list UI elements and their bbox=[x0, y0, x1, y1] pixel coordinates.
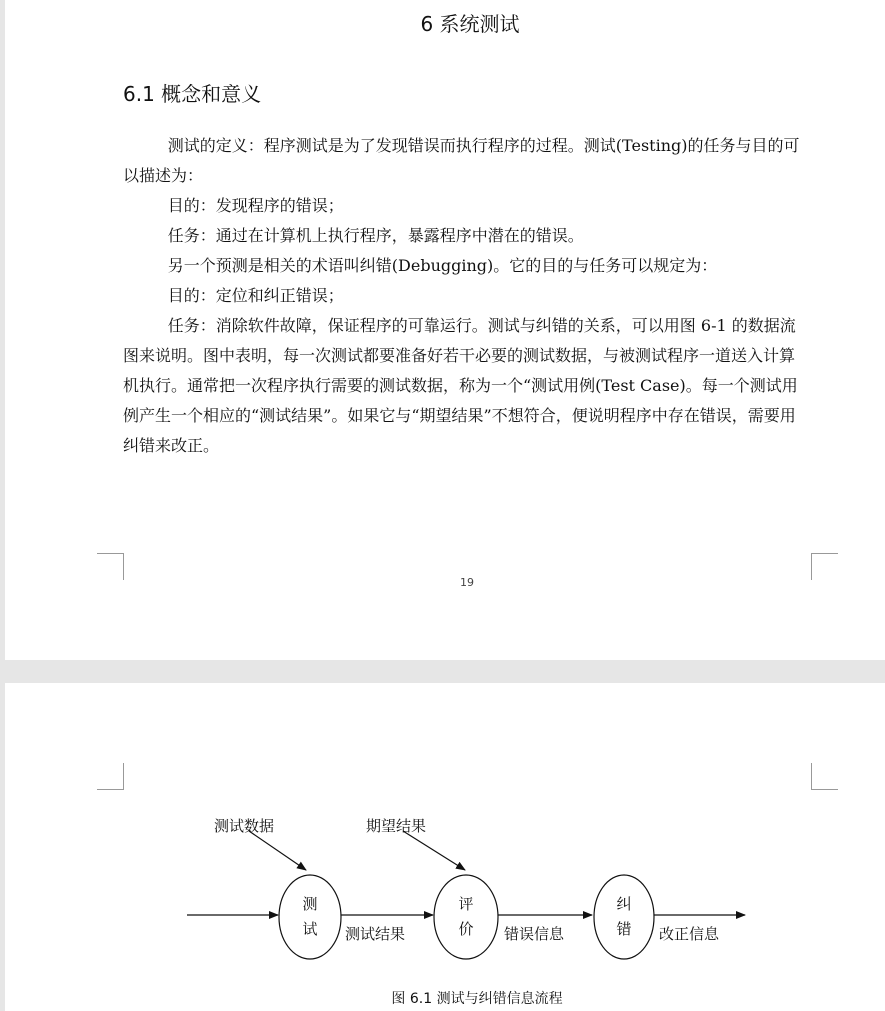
section-title: 6.1 概念和意义 bbox=[123, 82, 262, 106]
crop-mark-bottom-left bbox=[97, 553, 124, 580]
label-test-data: 测试数据 bbox=[214, 817, 275, 835]
node-test-label-2: 试 bbox=[302, 920, 318, 938]
paragraph-definition: 测试的定义：程序测试是为了发现错误而执行程序的过程。测试(Testing)的任务与目的可以描述为： bbox=[123, 136, 800, 185]
label-test-result: 测试结果 bbox=[345, 925, 406, 943]
paragraph-debugging-intro: 另一个预测是相关的术语叫纠错(Debugging)。它的目的与任务可以规定为： bbox=[167, 256, 718, 275]
label-expected-result: 期望结果 bbox=[366, 817, 427, 835]
arrow-test-data bbox=[249, 831, 306, 870]
node-debug-label-1: 纠 bbox=[616, 895, 632, 913]
document-page-2 bbox=[5, 683, 885, 1011]
label-error-info: 错误信息 bbox=[504, 925, 565, 943]
document-page-1 bbox=[5, 0, 885, 660]
node-evaluate-label-1: 评 bbox=[458, 895, 474, 913]
node-debug-label-2: 错 bbox=[616, 920, 632, 938]
body-text bbox=[123, 131, 803, 461]
paragraph-testing-task: 任务：通过在计算机上执行程序，暴露程序中潜在的错误。 bbox=[167, 226, 584, 245]
paragraph-testing-purpose: 目的：发现程序的错误； bbox=[167, 196, 344, 215]
node-evaluate-label-2: 价 bbox=[458, 920, 474, 938]
chapter-title: 6 系统测试 bbox=[420, 12, 520, 36]
paragraph-debugging-purpose: 目的：定位和纠正错误； bbox=[167, 286, 344, 305]
arrow-expected-result bbox=[403, 831, 465, 870]
figure-caption: 图 6.1 测试与纠错信息流程 bbox=[391, 991, 563, 1007]
node-evaluate bbox=[434, 875, 498, 959]
page-number: 19 bbox=[460, 576, 474, 589]
flow-diagram bbox=[5, 683, 885, 1011]
label-correction-info: 改正信息 bbox=[659, 925, 720, 943]
node-test bbox=[279, 875, 341, 959]
node-debug bbox=[594, 875, 654, 959]
crop-mark-bottom-right bbox=[811, 553, 838, 580]
paragraph-debugging-task: 任务：消除软件故障，保证程序的可靠运行。测试与纠错的关系，可以用图 6-1 的数据流图来说明。图中表明，每一次测试都要准备好若干必要的测试数据，与被测试程序一道送入计算机执行。通常把一次程序执行需要的测试数据，称为一个“测试用例(Test Case)。每一个测试用例产生一个相应的“测试结果”。如果它与“期望结果”不想符合，便说明程序中存在错误，需要用纠错来改正。 bbox=[123, 316, 798, 455]
node-test-label-1: 测 bbox=[302, 895, 318, 913]
